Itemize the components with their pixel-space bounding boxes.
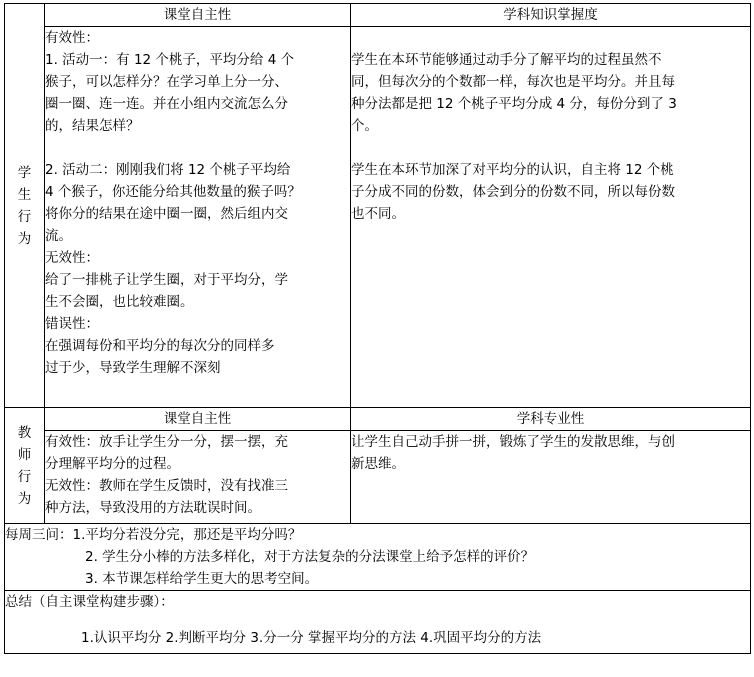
student-mastery-header: 学科知识掌握度 [351,4,751,27]
evaluation-table [4,3,751,654]
text-line: 学生在本环节加深了对平均分的认识，自主将 12 个桃 [351,162,674,178]
text-line: 错误性： [45,316,99,332]
teacher-professional-header: 学科专业性 [351,408,751,431]
text-line: 生不会圈，也比较难圈。 [45,294,194,310]
summary-title: 总结（自主课堂构建步骤）： [5,594,174,610]
text-line: 同，但每次分的个数都一样，每次也是平均分。并且每 [351,74,675,90]
weekly-question-3: 3. 本节课怎样给学生更大的思考空间。 [85,571,319,587]
text-line: 4 个猴子，你还能分给其他数量的猴子吗？ [45,184,301,200]
text-line: 的，结果怎样？ [45,118,140,134]
weekly-question-2: 2. 学生分小棒的方法多样化，对于方法复杂的分法课堂上给予怎样的评价？ [85,549,535,565]
text-line: 新思维。 [351,456,405,472]
summary-section [5,591,751,654]
text-line: 猴子，可以怎样分？在学习单上分一分、 [45,74,288,90]
text-line: 过于少，导致学生理解不深刻 [45,360,221,376]
weekly-prefix: 每周三问： [5,527,73,543]
blank-line [351,27,750,49]
text-line: 让学生自己动手拼一拼，锻炼了学生的发散思维，与创 [351,434,675,450]
text-line: 流。 [45,228,72,244]
text-line: 有效性： [45,30,99,46]
teacher-professional-content [351,431,751,524]
student-autonomy-content [45,27,351,408]
text-line: 无效性：教师在学生反馈时，没有找准三 [45,478,288,494]
text-line: 有效性：放手让学生分一分，摆一摆，充 [45,434,288,450]
text-line: 将你分的结果在途中圈一圈，然后组内交 [45,206,288,222]
text-line: 个。 [351,118,378,134]
text-line: 学生在本环节能够通过动手分了解平均的过程虽然不 [351,52,662,68]
teacher-behavior-label: 教师行为 [5,408,45,524]
weekly-question-1: 1.平均分若没分完，那还是平均分吗？ [72,527,302,543]
weekly-questions [5,524,751,591]
text-line: 也不同。 [351,206,405,222]
text-line: 子分成不同的份数，体会到分的份数不同，所以每份数 [351,184,675,200]
text-line: 1. 活动一：有 12 个桃子，平均分给 4 个 [45,52,295,68]
text-line: 圈一圈、连一连。并在小组内交流怎么分 [45,96,288,112]
text-line: 无效性： [45,250,99,266]
blank-line [351,137,750,159]
text-line: 种分法都是把 12 个桃子平均分成 4 分，每份分到了 3 [351,96,677,112]
text-line: 种方法，导致没用的方法耽误时间。 [45,500,261,516]
text-line: 2. 活动二：刚刚我们将 12 个桃子平均给 [45,162,291,178]
text-line: 在强调每份和平均分的每次分的同样多 [45,338,275,354]
student-autonomy-header: 课堂自主性 [45,4,351,27]
text-line: 给了一排桃子让学生圈，对于平均分，学 [45,272,288,288]
student-behavior-label: 学生行为 [5,4,45,408]
text-line: 分理解平均分的过程。 [45,456,180,472]
student-mastery-content [351,27,751,408]
summary-steps: 1.认识平均分 2.判断平均分 3.分一分 掌握平均分的方法 4.巩固平均分的方法 [81,630,542,646]
teacher-autonomy-content [45,431,351,524]
teacher-autonomy-header: 课堂自主性 [45,408,351,431]
blank-line [45,137,350,159]
